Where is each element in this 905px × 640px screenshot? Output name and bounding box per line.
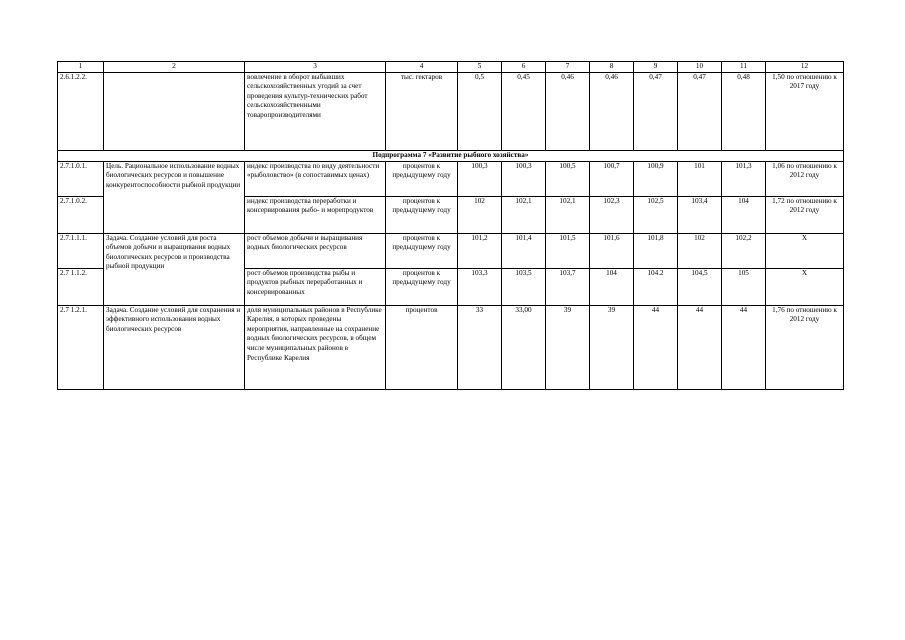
row-value: 103,5 [502, 268, 546, 305]
column-number: 2 [104, 62, 245, 73]
row-value: 100,9 [634, 161, 678, 196]
row-value: 100,3 [502, 161, 546, 196]
row-code: 2.7 1.2.1. [58, 305, 104, 389]
row-value: 44 [722, 305, 766, 389]
row-value: 102 [458, 196, 502, 233]
column-number: 11 [722, 62, 766, 73]
row-value: 104,5 [678, 268, 722, 305]
row-indicator: индекс производства по виду деятельности «рыболовство» (в сопоставимых ценах) [245, 161, 386, 196]
column-number: 12 [766, 62, 844, 73]
section-title: Подпрограмма 7 «Развитие рыбного хозяйства» [58, 150, 844, 161]
row-indicator: индекс производства переработки и консервирования рыбо- и морепродуктов [245, 196, 386, 233]
table-row [58, 233, 844, 268]
row-note: 1,50 по отношению к 2017 году [766, 72, 844, 150]
row-value: 101,6 [590, 233, 634, 268]
row-goal [104, 72, 245, 150]
row-unit: процентов к предыдущему году [386, 161, 458, 196]
column-number: 5 [458, 62, 502, 73]
row-value: 102,3 [590, 196, 634, 233]
row-goal: Цель. Рациональное использование водных биологических ресурсов и повышение конкурентоспособности рыбной продукции [104, 161, 245, 233]
row-value: 0,47 [678, 72, 722, 150]
row-value: 104.2 [634, 268, 678, 305]
column-number: 8 [590, 62, 634, 73]
row-value: 39 [590, 305, 634, 389]
row-value: 0,46 [590, 72, 634, 150]
table-row [58, 72, 844, 150]
row-note: 1,72 по отношению к 2012 году [766, 196, 844, 233]
row-note: X [766, 233, 844, 268]
row-indicator: рост объемов производства рыбы и продуктов рыбных переработанных и консервированных [245, 268, 386, 305]
row-unit: процентов к предыдущему году [386, 196, 458, 233]
row-value: 103,4 [678, 196, 722, 233]
column-number: 3 [245, 62, 386, 73]
section-header-row [58, 150, 844, 161]
row-code: 2.6.1.2.2. [58, 72, 104, 150]
row-unit: процентов [386, 305, 458, 389]
row-note: 1,76 по отношению к 2012 году [766, 305, 844, 389]
row-value: 0,5 [458, 72, 502, 150]
row-indicator: доля муниципальных районов в Республике Карелия, в которых проведены мероприятия, направленные на сохранение водных биологических ресурсов, в общем числе муниципальных районов в Республике Карелия [245, 305, 386, 389]
row-code: 2.7 1.1.2. [58, 268, 104, 305]
row-note: 1,06 по отношению к 2012 году [766, 161, 844, 196]
row-value: 100,5 [546, 161, 590, 196]
column-number: 10 [678, 62, 722, 73]
table-row [58, 305, 844, 389]
row-value: 44 [634, 305, 678, 389]
row-value: 33,00 [502, 305, 546, 389]
column-number: 6 [502, 62, 546, 73]
row-value: 104 [722, 196, 766, 233]
column-number: 1 [58, 62, 104, 73]
row-value: 101,5 [546, 233, 590, 268]
row-value: 105 [722, 268, 766, 305]
row-value: 101,2 [458, 233, 502, 268]
row-value: 103,7 [546, 268, 590, 305]
row-goal: Задача. Создание условий для роста объемов добычи и выращивания водных биологических ресурсов и производства рыбной продукции [104, 233, 245, 305]
row-goal: Задача. Создание условий для сохранения и эффективного использования водных биологических ресурсов [104, 305, 245, 389]
row-value: 0,47 [634, 72, 678, 150]
row-indicator: рост объемов добычи и выращивания водных биологических ресурсов [245, 233, 386, 268]
row-value: 104 [590, 268, 634, 305]
column-number: 7 [546, 62, 590, 73]
row-value: 102,1 [502, 196, 546, 233]
row-unit: процентов к предыдущему году [386, 268, 458, 305]
row-code: 2.7.1.1.1. [58, 233, 104, 268]
row-value: 101,8 [634, 233, 678, 268]
row-value: 0,45 [502, 72, 546, 150]
row-value: 102 [678, 233, 722, 268]
column-number: 9 [634, 62, 678, 73]
row-value: 102,1 [546, 196, 590, 233]
column-number: 4 [386, 62, 458, 73]
row-value: 39 [546, 305, 590, 389]
row-value: 44 [678, 305, 722, 389]
row-unit: процентов к предыдущему году [386, 233, 458, 268]
table-row [58, 161, 844, 196]
row-value: 100,7 [590, 161, 634, 196]
row-unit: тыс. гектаров [386, 72, 458, 150]
column-number-row [58, 62, 844, 73]
row-value: 101 [678, 161, 722, 196]
row-value: 102,2 [722, 233, 766, 268]
row-value: 0,48 [722, 72, 766, 150]
row-value: 33 [458, 305, 502, 389]
row-indicator: вовлечение в оборот выбывших сельскохозяйственных угодий за счет проведения культур-технических работ сельскохозяйственными товаропроизводителями [245, 72, 386, 150]
row-value: 100,3 [458, 161, 502, 196]
row-code: 2.7.1.0.2. [58, 196, 104, 233]
row-value: 103,3 [458, 268, 502, 305]
row-value: 101,3 [722, 161, 766, 196]
row-value: 0,46 [546, 72, 590, 150]
row-value: 101,4 [502, 233, 546, 268]
row-value: 102,5 [634, 196, 678, 233]
row-note: X [766, 268, 844, 305]
indicators-table [57, 61, 844, 390]
row-code: 2.7.1.0.1. [58, 161, 104, 196]
